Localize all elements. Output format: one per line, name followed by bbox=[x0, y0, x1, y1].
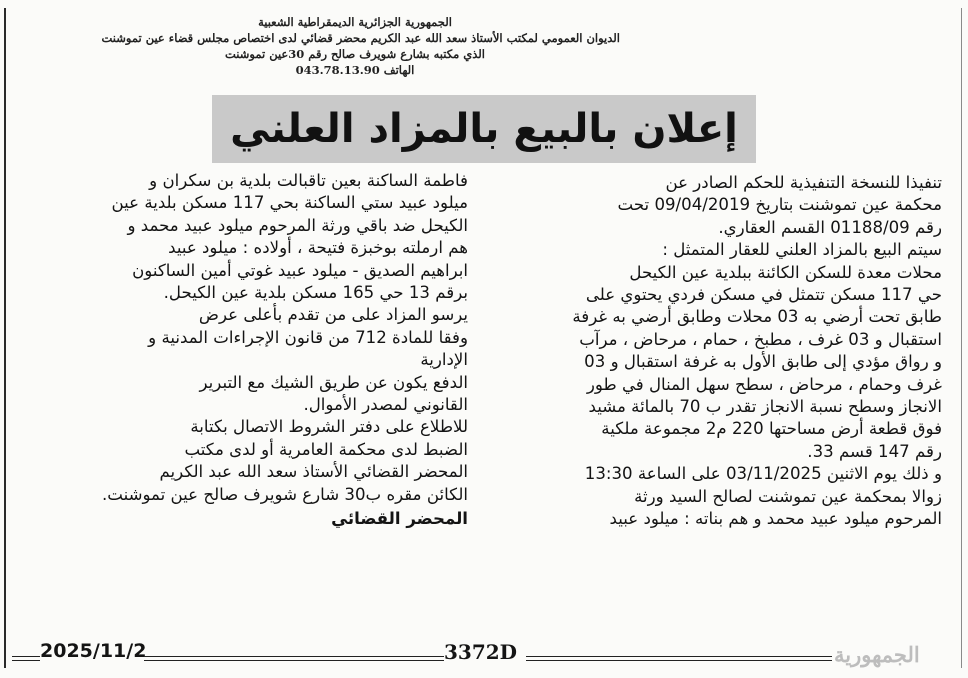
right-line: حي 117 مسكن تتمثل في مسكن فردي يحتوي على bbox=[585, 285, 942, 305]
left-line: الكيحل ضد باقي ورثة المرحوم ميلود عبيد محمد و bbox=[127, 215, 468, 235]
issue-code: 3372D bbox=[444, 640, 518, 664]
right-line: تنفيذا للنسخة التنفيذية للحكم الصادر عن bbox=[665, 173, 942, 192]
left-line: للاطلاع على دفتر الشروط الاتصال بكتابة bbox=[190, 417, 468, 437]
right-line: زوالا بمحكمة عين تموشنت لصالح السيد ورثة bbox=[634, 486, 942, 506]
left-line: فاطمة الساكنة بعين تاقبالت بلدية بن سكران و bbox=[149, 171, 468, 190]
right-line: سيتم البيع بالمزاد العلني للعقار المتمثل : bbox=[662, 240, 942, 260]
right-line: طابق تحت أرضي به 03 محلات وطابق أرضي به غرفة bbox=[572, 307, 942, 327]
left-line: يرسو المزاد على من تقدم بأعلى عرض bbox=[198, 305, 468, 325]
notice-title: إعلان بالبيع بالمزاد العلني bbox=[230, 106, 738, 152]
signature: المحضر القضائي bbox=[331, 509, 468, 529]
right-line: الانجاز وسطح نسبة الانجاز تقدر ب 70 بالمائة مشيد bbox=[588, 397, 942, 417]
right-line: غرف وحمام ، مرحاض ، سطح سهل المنال في طور bbox=[586, 374, 942, 394]
right-line: فوق قطعة أرض مساحتها 220 م2 مجموعة ملكية bbox=[601, 419, 942, 439]
header-line-office: الديوان العمومي لمكتب الأستاذ سعد الله عبد الكريم محضر قضائي لدى اختصاص مجلس قضاء عين تموشنت bbox=[101, 31, 620, 45]
newspaper-masthead-logo: الجمهورية bbox=[834, 642, 920, 667]
footer-rule bbox=[526, 656, 832, 661]
left-line: المحضر القضائي الأستاذ سعد الله عبد الكريم bbox=[159, 462, 468, 482]
left-line: وفقا للمادة 712 من قانون الإجراءات المدنية و bbox=[148, 327, 468, 347]
right-line: محلات معدة للسكن الكائنة ببلدية عين الكيحل bbox=[629, 262, 942, 282]
notice-header bbox=[101, 14, 620, 78]
left-line: القانوني لمصدر الأموال. bbox=[303, 395, 468, 415]
left-column bbox=[16, 170, 468, 531]
left-line: ابراهيم الصديق - ميلود عبيد غوتي أمين الساكنون bbox=[132, 260, 468, 280]
publication-date: 2025/11/2 bbox=[40, 640, 147, 662]
right-line: محكمة عين تموشنت بتاريخ 09/04/2019 تحت bbox=[617, 195, 942, 215]
title-banner bbox=[212, 95, 756, 163]
left-line: الإدارية bbox=[420, 350, 468, 370]
right-line: و رواق مؤدي إلى طابق الأول به غرفة استقبال و 03 bbox=[584, 352, 942, 372]
left-line: برقم 13 حي 165 مسكن بلدية عين الكيحل. bbox=[163, 283, 468, 303]
left-line: ميلود عبيد ستي الساكنة بحي 117 مسكن بلدية عين bbox=[111, 193, 468, 213]
footer-rule bbox=[144, 656, 444, 661]
header-line-address: الذي مكتبه بشارع شويرف صالح رقم 30عين تموشنت bbox=[225, 47, 485, 61]
page-footer bbox=[4, 636, 962, 670]
header-line-phone: الهاتف 043.78.13.90 bbox=[295, 63, 415, 77]
left-line: هم ارملته بوخبزة فتيحة ، أولاده : ميلود عبيد bbox=[168, 238, 468, 258]
left-line: الكائن مقره ب30 شارع شويرف صالح عين تموشنت. bbox=[102, 484, 468, 504]
right-line: رقم 01188/09 القسم العقاري. bbox=[718, 217, 942, 237]
left-line: الضبط لدى محكمة العامرية أو لدى مكتب bbox=[184, 439, 468, 459]
footer-rule bbox=[12, 656, 40, 661]
right-line: المرحوم ميلود عبيد محمد و هم بناته : ميلود عبيد bbox=[609, 509, 942, 529]
right-line: استقبال و 03 غرف ، مطبخ ، حمام ، مرحاض ، مرآب bbox=[579, 329, 942, 349]
left-line: الدفع يكون عن طريق الشيك مع التبرير bbox=[199, 372, 468, 392]
header-line-republic: الجمهورية الجزائرية الديمقراطية الشعبية bbox=[258, 15, 452, 29]
right-column bbox=[490, 172, 942, 531]
right-line: و ذلك يوم الاثنين 03/11/2025 على الساعة 13:30 bbox=[584, 464, 942, 484]
right-line: رقم 147 قسم 33. bbox=[807, 441, 942, 461]
